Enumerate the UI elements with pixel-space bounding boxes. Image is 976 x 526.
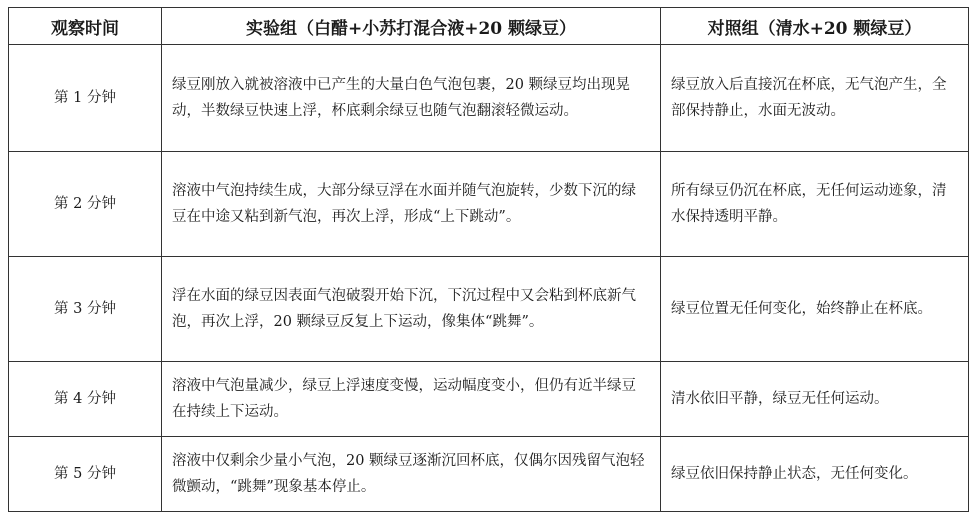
control-cell: 绿豆依旧保持静止状态，无任何变化。: [661, 437, 969, 512]
time-cell: 第 1 分钟: [9, 45, 162, 152]
table-row: [9, 152, 969, 257]
header-observation-time: 观察时间: [9, 8, 162, 45]
experiment-cell: 溶液中气泡量减少，绿豆上浮速度变慢，运动幅度变小，但仍有近半绿豆在持续上下运动。: [162, 362, 661, 437]
experiment-cell: 浮在水面的绿豆因表面气泡破裂开始下沉，下沉过程中又会粘到杯底新气泡，再次上浮，20 颗绿豆反复上下运动，像集体“跳舞”。: [162, 257, 661, 362]
experiment-cell: 绿豆刚放入就被溶液中已产生的大量白色气泡包裹，20 颗绿豆均出现晃动，半数绿豆快速上浮，杯底剩余绿豆也随气泡翻滚轻微运动。: [162, 45, 661, 152]
experiment-cell: 溶液中气泡持续生成，大部分绿豆浮在水面并随气泡旋转，少数下沉的绿豆在中途又粘到新气泡，再次上浮，形成“上下跳动”。: [162, 152, 661, 257]
control-cell: 所有绿豆仍沉在杯底，无任何运动迹象，清水保持透明平静。: [661, 152, 969, 257]
observation-table: [8, 7, 969, 512]
time-cell: 第 4 分钟: [9, 362, 162, 437]
time-cell: 第 2 分钟: [9, 152, 162, 257]
control-cell: 绿豆放入后直接沉在杯底，无气泡产生，全部保持静止，水面无波动。: [661, 45, 969, 152]
table-row: [9, 45, 969, 152]
control-cell: 清水依旧平静，绿豆无任何运动。: [661, 362, 969, 437]
experiment-cell: 溶液中仅剩余少量小气泡，20 颗绿豆逐渐沉回杯底，仅偶尔因残留气泡轻微颤动，“跳舞”现象基本停止。: [162, 437, 661, 512]
time-cell: 第 5 分钟: [9, 437, 162, 512]
table-row: [9, 257, 969, 362]
control-cell: 绿豆位置无任何变化，始终静止在杯底。: [661, 257, 969, 362]
time-cell: 第 3 分钟: [9, 257, 162, 362]
table-row: [9, 437, 969, 512]
header-control-group: 对照组（清水+20 颗绿豆）: [661, 8, 969, 45]
header-experiment-group: 实验组（白醋+小苏打混合液+20 颗绿豆）: [162, 8, 661, 45]
table-row: [9, 362, 969, 437]
observation-table-container: [8, 7, 968, 512]
table-header-row: [9, 8, 969, 45]
